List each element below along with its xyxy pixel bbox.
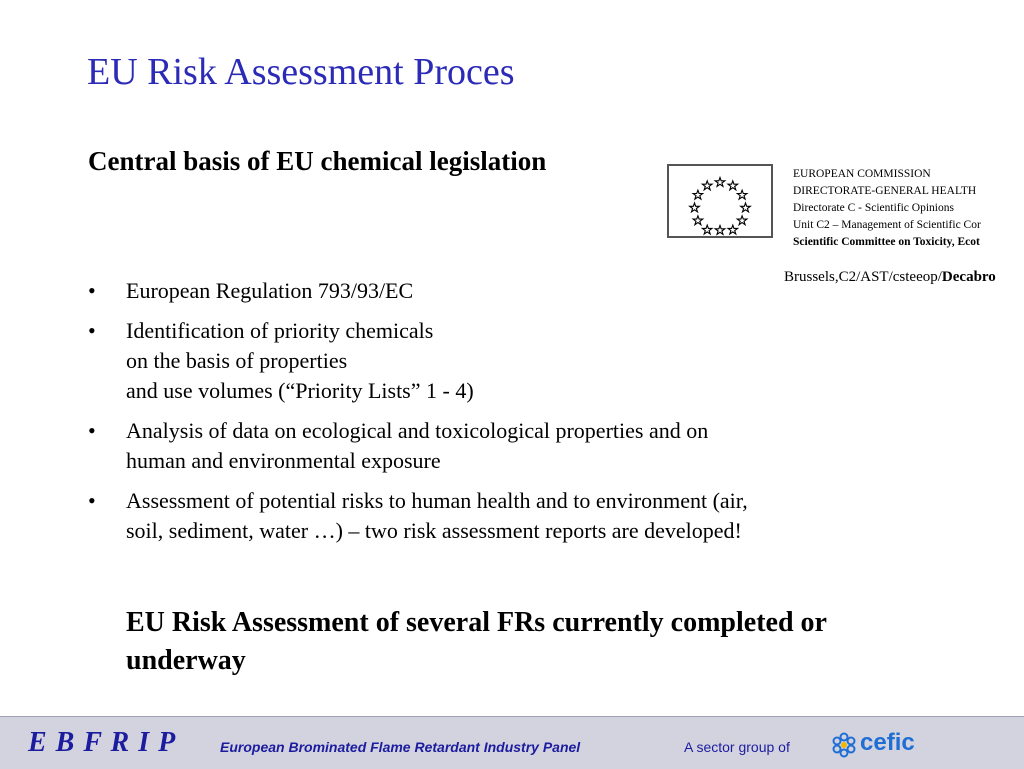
bullet-text: Analysis of data on ecological and toxicological properties and on	[126, 418, 709, 443]
document-header-image	[640, 150, 1024, 290]
panel-name: European Brominated Flame Retardant Industry Panel	[220, 739, 581, 755]
document-reference	[784, 269, 996, 286]
commission-line: Scientific Committee on Toxicity, Ecot	[793, 236, 980, 248]
sector-group-text: A sector group of	[684, 739, 790, 755]
reference-prefix: Brussels,C2/AST/csteeop/	[784, 269, 942, 285]
slide-subtitle: Central basis of EU chemical legislation	[88, 146, 547, 176]
commission-line: EUROPEAN COMMISSION	[793, 168, 931, 180]
bullet-text: Identification of priority chemicals	[126, 318, 434, 343]
commission-address	[793, 166, 1024, 251]
slide-title: EU Risk Assessment Proces	[87, 51, 515, 93]
bullet-dot-icon: •	[88, 488, 96, 513]
bullet-text: soil, sediment, water …) – two risk assessment reports are developed!	[126, 518, 742, 543]
bullet-list	[88, 276, 948, 556]
bullet-text: and use volumes (“Priority Lists” 1 - 4)	[126, 378, 474, 403]
commission-line: Directorate C - Scientific Opinions	[793, 202, 954, 214]
commission-line: Unit C2 – Management of Scientific Cor	[793, 219, 981, 231]
bullet-item	[88, 316, 948, 406]
bullet-item	[88, 486, 948, 546]
bullet-text: on the basis of properties	[126, 348, 348, 373]
bullet-item	[88, 416, 948, 476]
bullet-dot-icon: •	[88, 418, 96, 443]
ebfrip-logo: E B F R I P	[28, 727, 177, 758]
bullet-text: Assessment of potential risks to human health and to environment (air,	[126, 488, 748, 513]
cefic-wordmark: cefic	[860, 729, 915, 756]
reference-suffix: Decabro	[941, 269, 996, 285]
commission-line: DIRECTORATE-GENERAL HEALTH	[793, 185, 977, 197]
bullet-dot-icon: •	[88, 318, 96, 343]
conclusion-text: EU Risk Assessment of several FRs currently completed or underway	[126, 607, 827, 676]
eu-flag-icon	[667, 164, 773, 238]
footer-bar	[0, 716, 1024, 769]
bullet-text: human and environmental exposure	[126, 448, 441, 473]
bullet-dot-icon: •	[88, 278, 96, 303]
cefic-logo-icon	[830, 731, 858, 759]
bullet-text: European Regulation 793/93/EC	[126, 278, 414, 303]
